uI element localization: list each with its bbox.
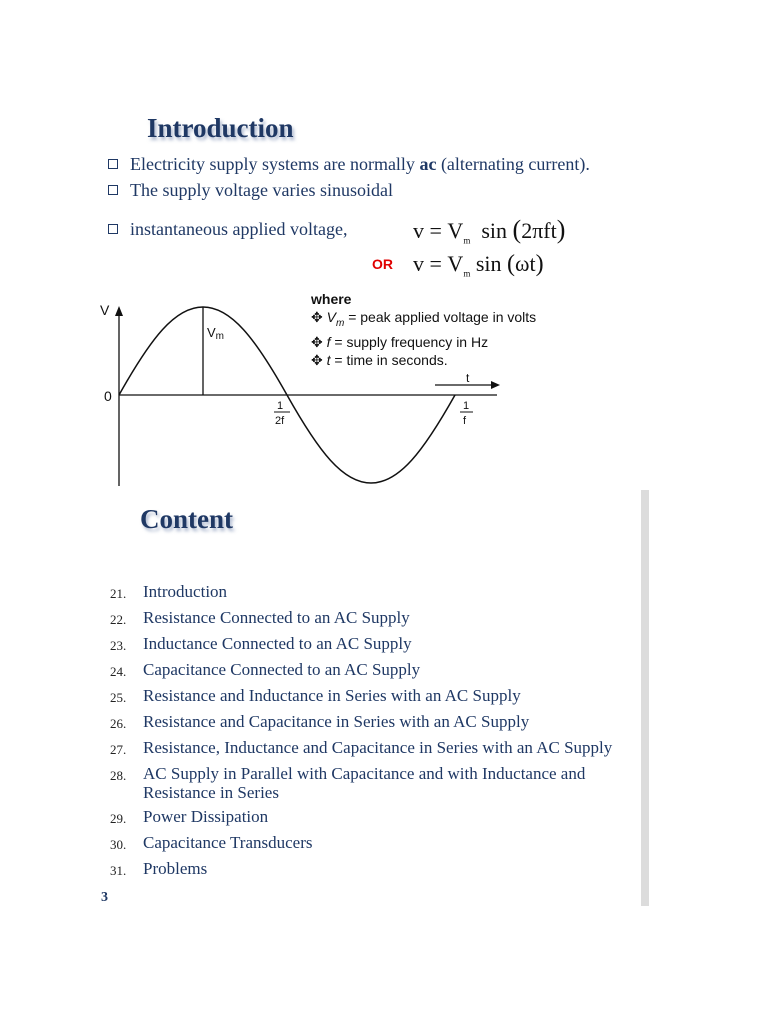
half-period-numerator: 1 — [277, 400, 284, 412]
origin-label: 0 — [104, 388, 112, 404]
y-axis-arrow-icon — [115, 306, 123, 316]
peak-label: Vm — [207, 325, 225, 342]
toc-item[interactable]: 25. Resistance and Inductance in Series with an AC Supply — [110, 686, 521, 705]
or-label: OR — [372, 256, 393, 272]
toc-item[interactable]: 27. Resistance, Inductance and Capacitance in Series with an AC Supply — [110, 738, 613, 757]
page-margin-bar — [641, 490, 649, 906]
where-title: where — [311, 291, 352, 307]
where-item-vm: ✥ $V_m$ = peak applied voltage in volts — [311, 309, 537, 329]
t-label: t — [466, 371, 470, 385]
where-item-t: ✥ t = time in seconds. — [311, 351, 448, 368]
full-period-numerator: 1 — [463, 400, 470, 412]
t-arrow-icon — [491, 381, 500, 389]
toc-item[interactable]: 22. Resistance Connected to an AC Supply — [110, 608, 410, 627]
content-heading: Content — [140, 504, 233, 534]
y-axis-label: V — [100, 302, 110, 318]
page-number: 3 — [101, 890, 108, 905]
full-period-denominator: f — [463, 415, 467, 427]
toc-item[interactable]: 30. Capacitance Transducers — [110, 833, 313, 852]
toc-item[interactable]: 23. Inductance Connected to an AC Supply — [110, 634, 412, 653]
sine-wave-diagram — [0, 0, 768, 500]
bullet-sinusoidal: The supply voltage varies sinusoidal — [108, 180, 393, 201]
toc-item[interactable]: 31. Problems — [110, 859, 208, 878]
toc-item[interactable]: 21. Introduction — [110, 582, 228, 601]
equation-sin-2pift: $v = V_m$ sin (2πft) — [413, 215, 566, 246]
toc-item[interactable]: 28. AC Supply in Parallel with Capacitance and with Inductance and Resistance in Series — [110, 764, 586, 802]
table-of-contents — [110, 582, 640, 885]
bullet-ac-supply: Electricity supply systems are normally ac (alternating current). — [108, 154, 590, 175]
equation-sin-omega-t: $v = V_m$ sin (ωt) — [413, 251, 544, 279]
intro-heading: Introduction — [147, 113, 294, 143]
toc-item[interactable]: 24. Capacitance Connected to an AC Supply — [110, 660, 421, 679]
toc-item[interactable]: 26. Resistance and Capacitance in Series with an AC Supply — [110, 712, 530, 731]
toc-item[interactable]: 29. Power Dissipation — [110, 807, 269, 826]
half-period-denominator: 2f — [275, 415, 285, 427]
bullet-instantaneous: instantaneous applied voltage, — [108, 219, 347, 240]
where-item-f: ✥ f = supply frequency in Hz — [311, 333, 489, 350]
